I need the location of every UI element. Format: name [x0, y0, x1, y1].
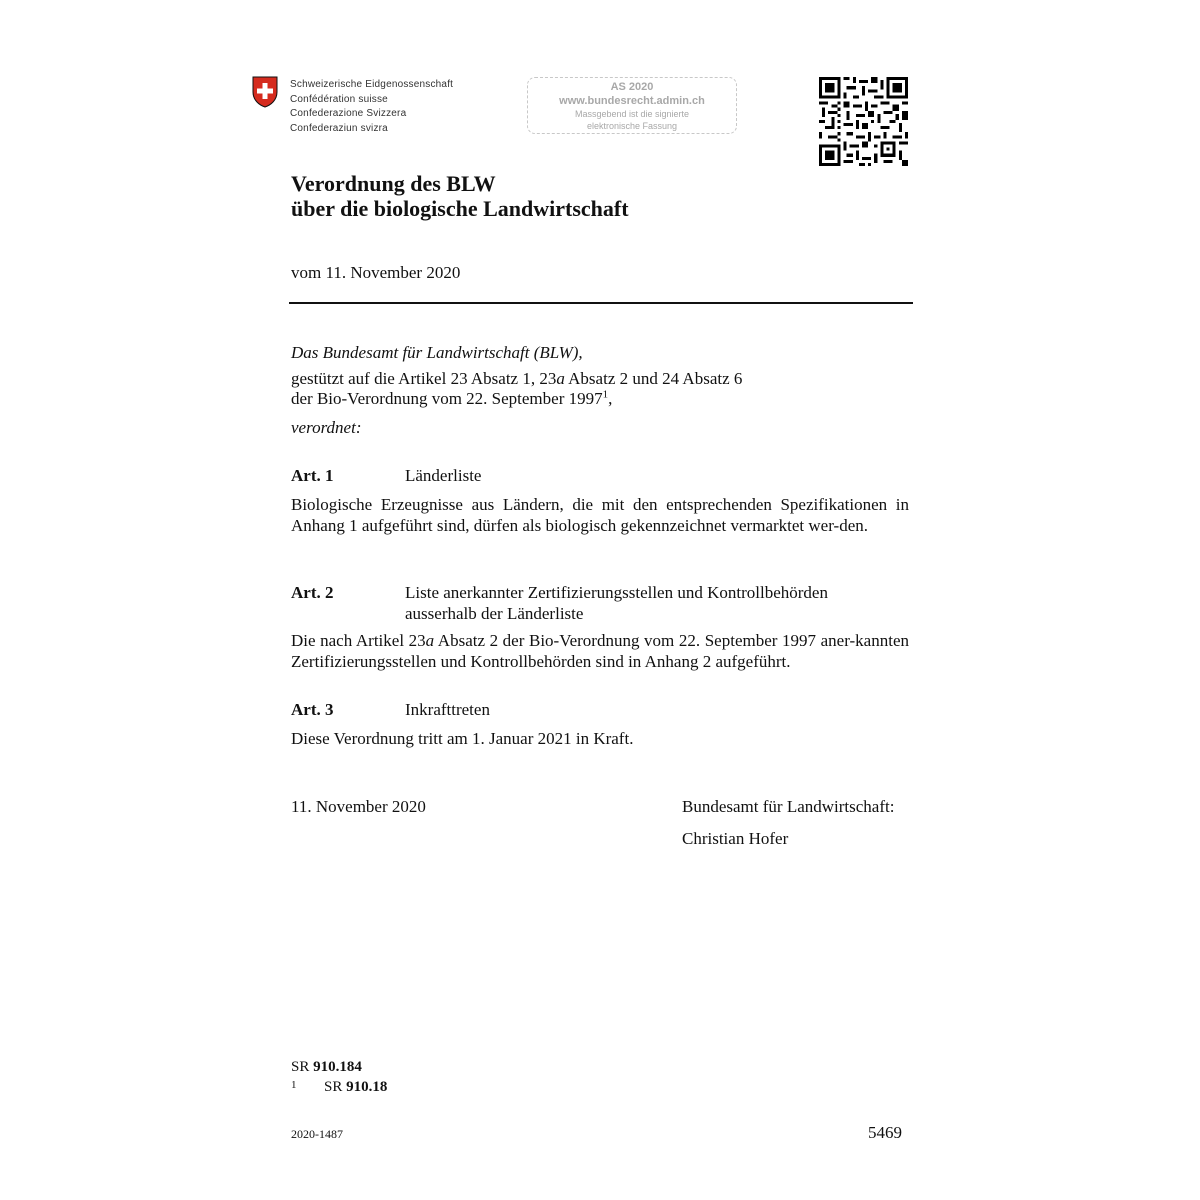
article-3-body: Diese Verordnung tritt am 1. Januar 2021 in Kraft. [291, 729, 634, 748]
signature-date: 11. November 2020 [291, 797, 426, 816]
article-2-body-text-1: Die nach Artikel 23 [291, 631, 426, 650]
enactment-date: vom 11. November 2020 [291, 263, 461, 282]
preamble-basis-text-2: Absatz 2 und 24 Absatz 6 [564, 369, 743, 388]
confederation-names [290, 78, 453, 136]
preamble-basis-text-1: gestützt auf die Artikel 23 Absatz 1, 23 [291, 369, 557, 388]
official-publication-stamp [527, 77, 737, 134]
confederation-name-de: Schweizerische Eidgenossenschaft [290, 79, 454, 90]
sr-reference [291, 1059, 362, 1076]
sr-number: 910.184 [313, 1059, 362, 1075]
article-3-number: Art. 3 [291, 700, 334, 719]
article-2-body-text-2: Absatz 2 der Bio-Verordnung vom 22. September 1997 aner-kannten Zertifizierungsstellen und Kontrollbehörden sind in Anhang 2 aufgeführt. [291, 631, 909, 671]
swiss-coat-of-arms-icon [252, 76, 278, 108]
stamp-collection: AS 2020 [610, 81, 654, 93]
title-line-1: Verordnung des BLW [291, 171, 496, 196]
document-code: 2020-1487 [291, 1127, 343, 1141]
article-2-heading [405, 582, 828, 624]
article-2-body-italic: a [425, 631, 435, 650]
article-2-heading-line-2: ausserhalb der Länderliste [405, 604, 584, 623]
preamble-basis-line-2 [291, 388, 612, 409]
stamp-note-1: Massgebend ist die signierte [574, 109, 690, 119]
document-title [291, 171, 629, 221]
stamp-url: www.bundesrecht.admin.ch [559, 95, 705, 107]
title-divider [289, 302, 913, 304]
sr-prefix: SR [291, 1059, 310, 1075]
preamble-authority: Das Bundesamt für Landwirtschaft (BLW), [291, 343, 583, 362]
preamble-decrees: verordnet: [291, 418, 362, 437]
confederation-name-fr: Confédération suisse [290, 93, 388, 105]
footnote-reference[interactable]: 1 [602, 388, 609, 401]
confederation-name-rm: Confederaziun svizra [290, 122, 388, 134]
article-1-heading: Länderliste [405, 466, 482, 485]
signature-name: Christian Hofer [682, 829, 789, 848]
title-line-2: über die biologische Landwirtschaft [291, 196, 629, 221]
confederation-name-it: Confederazione Svizzera [290, 108, 407, 119]
article-1-number: Art. 1 [291, 466, 334, 485]
qr-code-icon [819, 77, 908, 166]
footnote-1 [291, 1079, 387, 1096]
footnote-number: 910.18 [346, 1079, 388, 1095]
article-2-heading-line-1: Liste anerkannter Zertifizierungsstellen und Kontrollbehörden [405, 583, 828, 602]
preamble-basis-italic: a [556, 369, 565, 388]
page-number: 5469 [868, 1123, 902, 1142]
article-2-body [291, 630, 909, 672]
article-2-number: Art. 2 [291, 583, 334, 602]
footnote-prefix: SR [324, 1079, 343, 1095]
article-3-heading: Inkrafttreten [405, 700, 490, 719]
article-1-body: Biologische Erzeugnisse aus Ländern, die mit den entsprechenden Spezifikationen in Anhang 1 aufgeführt sind, dürfen als biologisch gekennzeichnet vermarktet wer-den. [291, 495, 909, 535]
preamble-basis-end: , [608, 389, 613, 408]
stamp-note-2: elektronische Fassung [586, 121, 678, 131]
preamble-basis-line-1 [291, 368, 742, 389]
footnote-marker: 1 [291, 1079, 297, 1091]
preamble-basis-text-3: der Bio-Verordnung vom 22. September 1997 [291, 389, 603, 408]
signature-office: Bundesamt für Landwirtschaft: [682, 797, 895, 816]
